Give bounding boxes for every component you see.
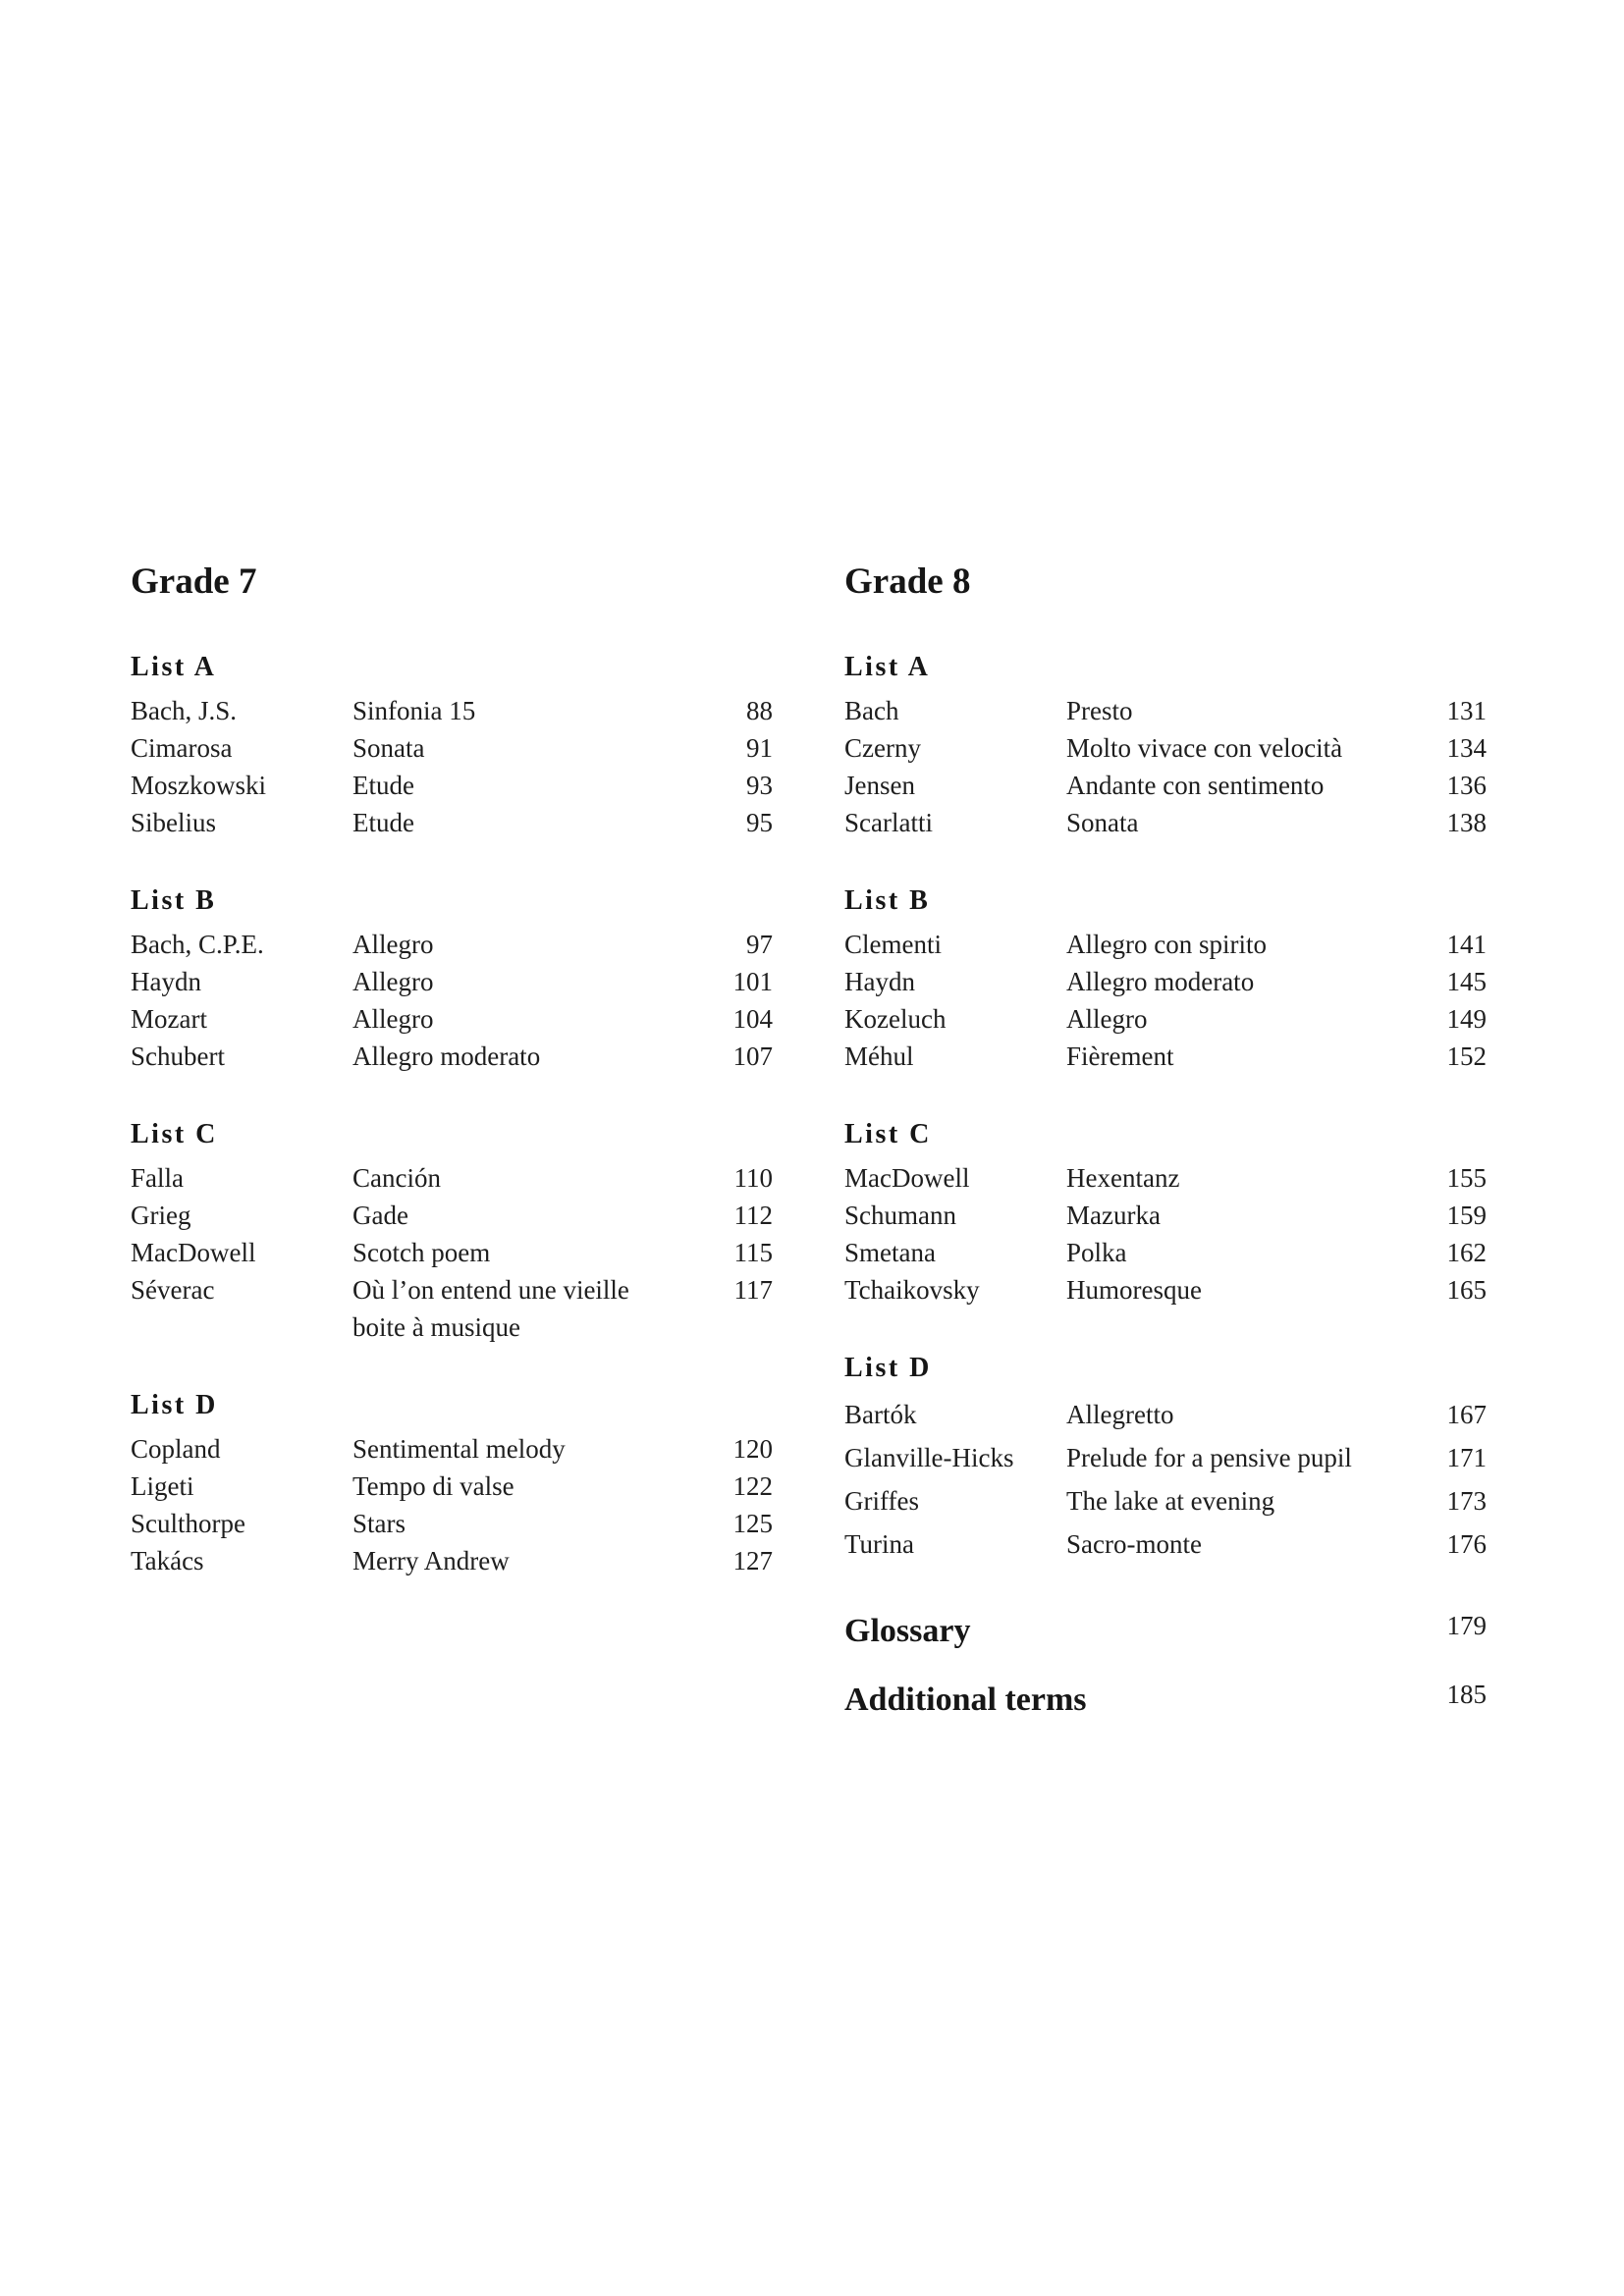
glossary-heading: Glossary (844, 1613, 971, 1649)
toc-row (131, 963, 773, 1000)
toc-row (131, 1159, 773, 1197)
toc-row (844, 1000, 1487, 1038)
grade-8-list-c (844, 1118, 1487, 1308)
composer-cell: Falla (131, 1163, 184, 1193)
page-number: 134 (1446, 733, 1487, 763)
page-number: 155 (1446, 1163, 1487, 1193)
toc-row (131, 1000, 773, 1038)
toc-row (131, 1271, 773, 1346)
piece-cell: Sinfonia 15 (352, 696, 476, 725)
composer-cell: Scarlatti (844, 808, 933, 837)
page-number: 120 (732, 1434, 773, 1464)
page-number: 101 (732, 967, 773, 996)
toc-row (131, 1542, 773, 1579)
page-number: 152 (1446, 1041, 1487, 1071)
page-number: 171 (1446, 1443, 1487, 1472)
toc-row (844, 729, 1487, 767)
list-d-heading: List D (844, 1353, 932, 1383)
composer-cell: Turina (844, 1529, 915, 1559)
composer-cell: Griffes (844, 1486, 919, 1516)
page-number: 107 (732, 1041, 773, 1071)
additional-terms-heading: Additional terms (844, 1682, 1087, 1718)
toc-row (844, 1271, 1487, 1308)
toc-row (844, 1159, 1487, 1197)
grade-8-column (844, 561, 1487, 1746)
toc-row (844, 767, 1487, 804)
piece-line-1: Où l’on entend une vieille (352, 1275, 629, 1305)
composer-cell: Méhul (844, 1041, 914, 1071)
composer-cell: Czerny (844, 733, 921, 763)
toc-row (844, 1479, 1487, 1522)
piece-cell: Canción (352, 1163, 441, 1193)
composer-cell: Haydn (844, 967, 915, 996)
toc-row (131, 1468, 773, 1505)
page-number: 165 (1446, 1275, 1487, 1305)
piece-cell: Etude (352, 771, 414, 800)
composer-cell: Grieg (131, 1201, 191, 1230)
page-number: 93 (746, 771, 773, 800)
page-number: 112 (733, 1201, 773, 1230)
composer-cell: Clementi (844, 930, 942, 959)
piece-cell: Sonata (352, 733, 425, 763)
piece-cell: Polka (1066, 1238, 1127, 1267)
page-number: 97 (746, 930, 773, 959)
piece-cell: Fièrement (1066, 1041, 1174, 1071)
toc-row (131, 1234, 773, 1271)
piece-cell: Allegro con spirito (1066, 930, 1267, 959)
additional-terms-row (844, 1678, 1487, 1723)
piece-cell: Allegro moderato (1066, 967, 1255, 996)
list-b-heading: List B (844, 885, 931, 916)
page-number: 179 (1446, 1611, 1487, 1640)
page-number: 104 (732, 1004, 773, 1034)
composer-cell: Cimarosa (131, 733, 233, 763)
toc-row (844, 1038, 1487, 1075)
toc-row (131, 1505, 773, 1542)
composer-cell: Haydn (131, 967, 201, 996)
toc-row (131, 926, 773, 963)
page-number: 138 (1446, 808, 1487, 837)
grade-8-list-d (844, 1352, 1487, 1566)
composer-cell: Sibelius (131, 808, 217, 837)
page-number: 88 (746, 696, 773, 725)
page-number: 122 (732, 1471, 773, 1501)
toc-row (844, 1522, 1487, 1566)
grade-7-list-c (131, 1118, 773, 1346)
page-number: 127 (732, 1546, 773, 1575)
toc-row (844, 1197, 1487, 1234)
piece-cell: Stars (352, 1509, 406, 1538)
list-a-heading: List A (131, 652, 217, 682)
page-number: 136 (1446, 771, 1487, 800)
piece-cell (352, 1271, 704, 1346)
toc-row (131, 1197, 773, 1234)
page-number: 125 (732, 1509, 773, 1538)
page-number: 173 (1446, 1486, 1487, 1516)
page-number: 110 (733, 1163, 773, 1193)
piece-cell: Allegro (352, 967, 434, 996)
page-number: 185 (1446, 1680, 1487, 1709)
page-number: 91 (746, 733, 773, 763)
grade-7-list-a (131, 651, 773, 841)
composer-cell: MacDowell (844, 1163, 970, 1193)
list-c-heading: List C (131, 1119, 218, 1149)
piece-cell: The lake at evening (1066, 1486, 1275, 1516)
composer-cell: Moszkowski (131, 771, 267, 800)
piece-cell: Allegro (1066, 1004, 1148, 1034)
piece-cell: Hexentanz (1066, 1163, 1180, 1193)
grade-7-list-b (131, 884, 773, 1075)
composer-cell: Mozart (131, 1004, 207, 1034)
toc-row (131, 804, 773, 841)
grade-8-title: Grade 8 (844, 561, 971, 602)
composer-cell: Bach, C.P.E. (131, 930, 264, 959)
composer-cell: Sculthorpe (131, 1509, 245, 1538)
toc-row (131, 1038, 773, 1075)
piece-cell: Andante con sentimento (1066, 771, 1325, 800)
page-number: 159 (1446, 1201, 1487, 1230)
piece-cell: Mazurka (1066, 1201, 1161, 1230)
composer-cell: Jensen (844, 771, 915, 800)
composer-cell: Kozeluch (844, 1004, 947, 1034)
page-number: 149 (1446, 1004, 1487, 1034)
composer-cell: Séverac (131, 1275, 215, 1305)
composer-cell: Bach, J.S. (131, 696, 237, 725)
composer-cell: Bach (844, 696, 899, 725)
toc-row (131, 692, 773, 729)
piece-cell: Etude (352, 808, 414, 837)
piece-cell: Humoresque (1066, 1275, 1202, 1305)
piece-cell: Merry Andrew (352, 1546, 510, 1575)
toc-row (844, 1234, 1487, 1271)
piece-cell: Allegro (352, 1004, 434, 1034)
page-number: 131 (1446, 696, 1487, 725)
piece-cell: Molto vivace con velocità (1066, 733, 1343, 763)
toc-row (844, 1393, 1487, 1436)
piece-cell: Sonata (1066, 808, 1139, 837)
composer-cell: Schubert (131, 1041, 225, 1071)
list-a-heading: List A (844, 652, 931, 682)
piece-cell: Prelude for a pensive pupil (1066, 1443, 1352, 1472)
page-number: 115 (733, 1238, 773, 1267)
toc-row (131, 767, 773, 804)
piece-cell: Presto (1066, 696, 1133, 725)
page-number: 167 (1446, 1400, 1487, 1429)
piece-cell: Sentimental melody (352, 1434, 566, 1464)
piece-cell: Tempo di valse (352, 1471, 514, 1501)
composer-cell: Smetana (844, 1238, 936, 1267)
page-number: 176 (1446, 1529, 1487, 1559)
composer-cell: Glanville-Hicks (844, 1443, 1014, 1472)
page-number: 117 (733, 1275, 773, 1305)
list-b-heading: List B (131, 885, 217, 916)
grade-7-title: Grade 7 (131, 561, 257, 602)
piece-cell: Sacro-monte (1066, 1529, 1202, 1559)
page-number: 145 (1446, 967, 1487, 996)
composer-cell: Ligeti (131, 1471, 194, 1501)
toc-row (131, 1430, 773, 1468)
piece-cell: Allegretto (1066, 1400, 1174, 1429)
page-number: 95 (746, 808, 773, 837)
toc-row (844, 1436, 1487, 1479)
piece-cell: Allegro moderato (352, 1041, 541, 1071)
composer-cell: Bartók (844, 1400, 917, 1429)
toc-row (844, 804, 1487, 841)
composer-cell: Schumann (844, 1201, 956, 1230)
piece-cell: Allegro (352, 930, 434, 959)
composer-cell: MacDowell (131, 1238, 256, 1267)
piece-cell: Gade (352, 1201, 408, 1230)
page-number: 162 (1446, 1238, 1487, 1267)
composer-cell: Tchaikovsky (844, 1275, 980, 1305)
list-d-heading: List D (131, 1390, 218, 1420)
grade-8-list-b (844, 884, 1487, 1075)
toc-row (844, 692, 1487, 729)
composer-cell: Copland (131, 1434, 221, 1464)
grade-7-column (131, 561, 773, 1623)
page-number: 141 (1446, 930, 1487, 959)
piece-line-2: boite à musique (352, 1312, 520, 1342)
composer-cell: Takács (131, 1546, 204, 1575)
piece-cell: Scotch poem (352, 1238, 491, 1267)
toc-row (844, 963, 1487, 1000)
grade-7-list-d (131, 1389, 773, 1579)
list-c-heading: List C (844, 1119, 932, 1149)
grade-8-list-a (844, 651, 1487, 841)
toc-row (131, 729, 773, 767)
toc-row (844, 926, 1487, 963)
glossary-row (844, 1609, 1487, 1654)
